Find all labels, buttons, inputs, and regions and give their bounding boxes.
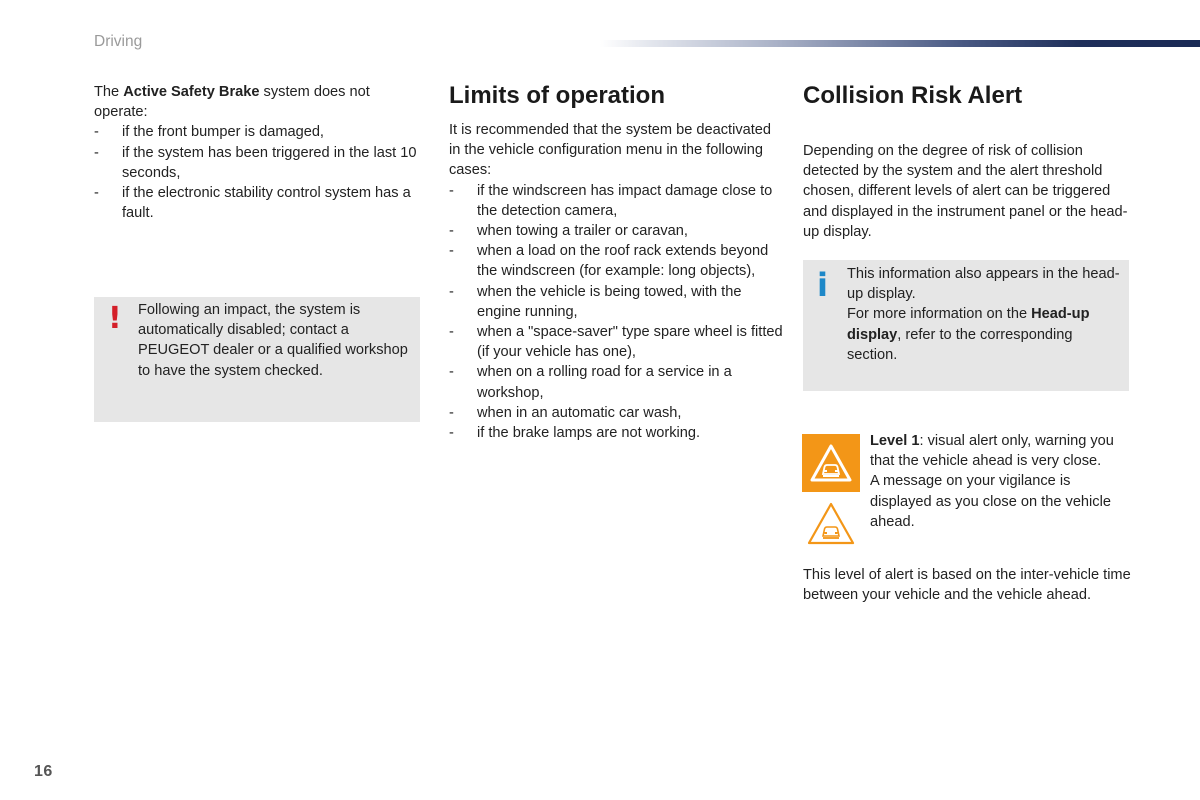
col2-intro: It is recommended that the system be deactivated in the vehicle configuration menu in the following cases: <box>449 122 772 179</box>
info-text <box>847 264 1122 365</box>
warning-exclamation-icon: ! <box>108 301 122 336</box>
level-1-description: Level 1: visual alert only, warning you that the vehicle ahead is very close. A message on your vigilance is displayed as you close on the vehicle ahead. <box>870 431 1132 532</box>
page-number: 16 <box>34 763 53 780</box>
info-box <box>803 260 1129 391</box>
column-3 <box>803 82 1138 242</box>
collision-alert-filled-icon <box>802 434 860 492</box>
info-line-2: For more information on the Head-up display, refer to the corresponding section. <box>847 306 1090 363</box>
level-note: This level of alert is based on the inter-vehicle time between your vehicle and the vehicle ahead. <box>803 567 1131 604</box>
level-1-message: A message on your vigilance is displayed as you close on the vehicle ahead. <box>870 473 1111 530</box>
list-item: - if the electronic stability control system has a fault. <box>94 183 424 223</box>
column-1 <box>94 82 424 223</box>
list-item: - if the system has been triggered in the last 10 seconds, <box>94 143 424 183</box>
col1-list <box>94 122 424 223</box>
warning-box <box>94 297 420 422</box>
level-1-label: Level 1 <box>870 433 920 449</box>
list-item: - when a load on the roof rack extends beyond the windscreen (for example: long objects), <box>449 241 784 281</box>
collision-risk-heading: Collision Risk Alert <box>803 82 1023 109</box>
collision-alert-outline-icon <box>807 502 855 546</box>
list-item: - when on a rolling road for a service in a workshop, <box>449 362 784 402</box>
column-2 <box>449 82 784 443</box>
col1-intro: The Active Safety Brake system does not operate: <box>94 84 370 121</box>
head-up-display-term: Head-up display <box>847 306 1090 343</box>
list-item: - when in an automatic car wash, <box>449 403 784 423</box>
warning-text: Following an impact, the system is automatically disabled; contact a PEUGEOT dealer or a qualified workshop to have the system checked. <box>138 302 408 379</box>
info-line-1: This information also appears in the head-up display. <box>847 266 1120 303</box>
list-item: - when a "space-saver" type spare wheel is fitted (if your vehicle has one), <box>449 322 784 362</box>
col2-list <box>449 181 784 444</box>
list-item: - if the brake lamps are not working. <box>449 423 784 443</box>
list-item: - when the vehicle is being towed, with the engine running, <box>449 282 784 322</box>
col3-intro: Depending on the degree of risk of collision detected by the system and the alert threshold chosen, different levels of alert can be triggered and displayed in the instrument panel or the head-up display. <box>803 143 1128 240</box>
section-label: Driving <box>94 33 143 50</box>
active-safety-brake-term: Active Safety Brake <box>123 84 260 100</box>
header-bar <box>600 40 1200 47</box>
list-item: - if the front bumper is damaged, <box>94 122 424 142</box>
list-item: - when towing a trailer or caravan, <box>449 221 784 241</box>
info-icon: i <box>817 266 828 304</box>
limits-heading: Limits of operation <box>449 82 665 109</box>
list-item: - if the windscreen has impact damage close to the detection camera, <box>449 181 784 221</box>
